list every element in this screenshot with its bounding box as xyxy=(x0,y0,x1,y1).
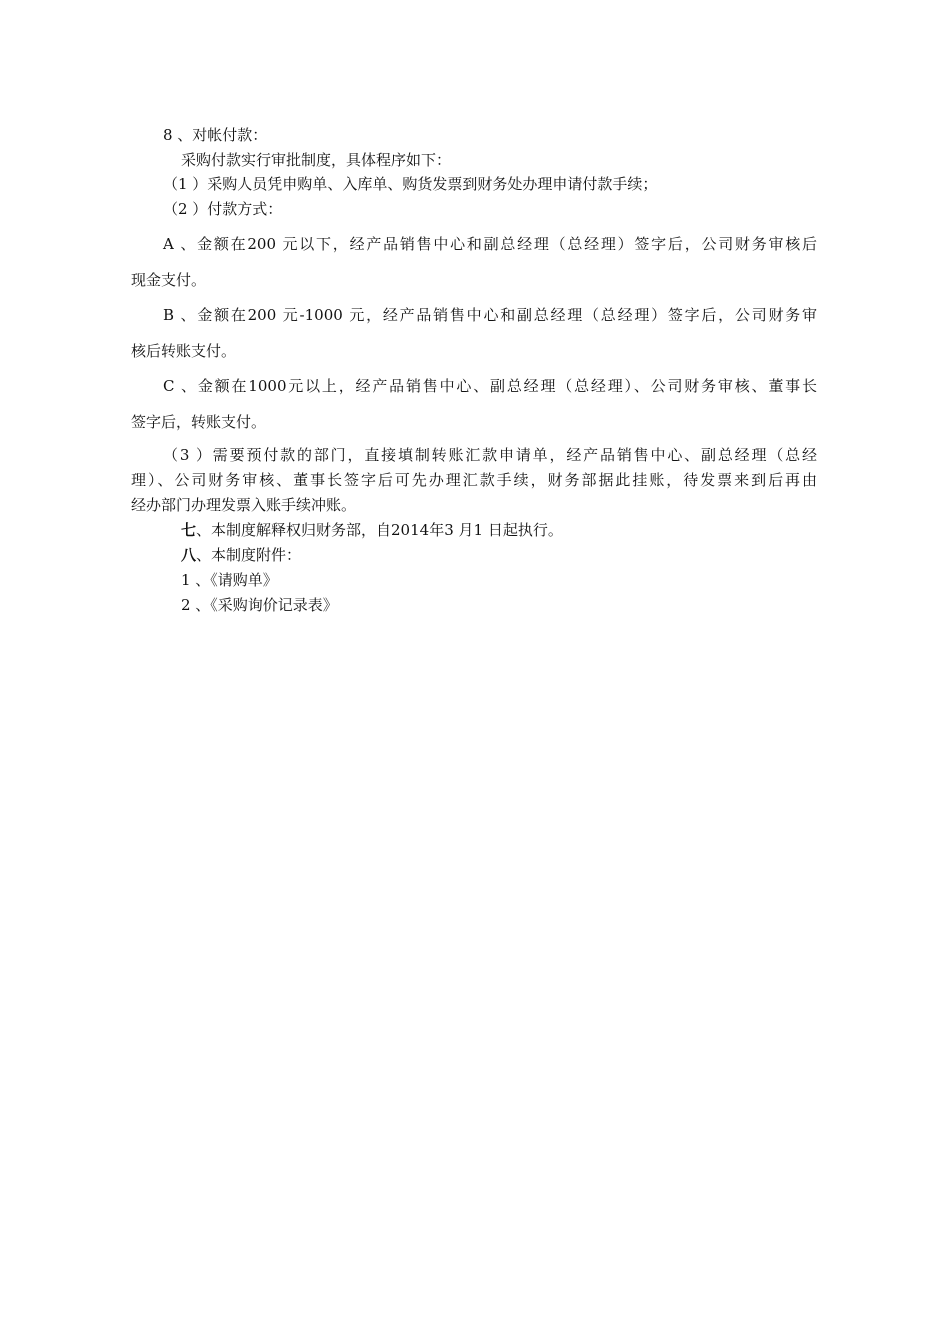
step-3-line-3: 经办部门办理发票入账手续冲账。 xyxy=(131,496,357,514)
payment-intro: 采购付款实行审批制度，具体程序如下： xyxy=(181,151,452,169)
item-a-line-2: 现金支付。 xyxy=(131,271,207,289)
item-c-line-2: 签字后，转账支付。 xyxy=(131,413,267,431)
item-b-line-1: B 、金额在200 元-1000 元，经产品销售中心和副总经理（总经理）签字后，公司财务审 xyxy=(163,306,817,324)
section-7-label: 七 xyxy=(181,521,197,539)
section-8b xyxy=(181,546,301,564)
item-c-line-1: C 、金额在1000元以上，经产品销售中心、副总经理（总经理）、公司财务审核、董事长 xyxy=(163,377,817,395)
step-1: （1 ）采购人员凭申购单、入库单、购货发票到财务处办理申请付款手续； xyxy=(163,175,658,193)
item-a-line-1: A 、金额在200 元以下，经产品销售中心和副总经理（总经理）签字后，公司财务审核后 xyxy=(163,235,817,253)
section-7 xyxy=(181,521,563,539)
step-3-line-2: 理）、公司财务审核、董事长签字后可先办理汇款手续，财务部据此挂账，待发票来到后再由 xyxy=(131,471,817,489)
attachment-2: 2 、《采购询价记录表》 xyxy=(181,596,338,614)
item-b-line-2: 核后转账支付。 xyxy=(131,342,237,360)
section-8-heading: 8 、对帐付款： xyxy=(163,126,268,144)
section-7-text: 、本制度解释权归财务部，自2014年3 月1 日起执行。 xyxy=(196,521,563,539)
section-8b-text: 、本制度附件： xyxy=(196,546,302,564)
attachment-1: 1 、《请购单》 xyxy=(181,571,278,589)
step-2: （2 ）付款方式： xyxy=(163,200,283,218)
section-8b-label: 八 xyxy=(181,546,197,564)
step-3-line-1: （3 ）需要预付款的部门，直接填制转账汇款申请单，经产品销售中心、副总经理（总经 xyxy=(163,446,817,464)
